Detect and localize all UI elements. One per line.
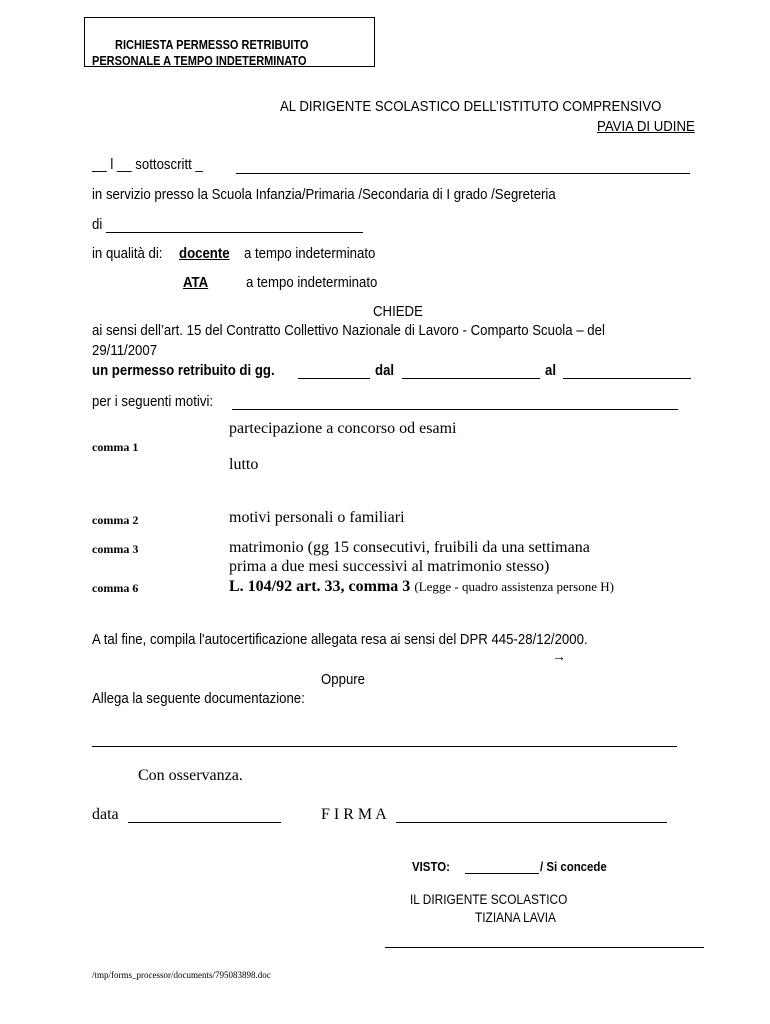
school-field[interactable] bbox=[106, 232, 363, 233]
form-title-line2: PERSONALE A TEMPO INDETERMINATO bbox=[92, 54, 307, 68]
dirigente-title: IL DIRIGENTE SCOLASTICO bbox=[410, 892, 568, 907]
comma2-option[interactable]: motivi personali o familiari bbox=[229, 509, 405, 526]
dal-label: dal bbox=[375, 362, 395, 379]
request-prefix: un permesso retribuito di gg. bbox=[92, 362, 275, 379]
oppure-text: Oppure bbox=[321, 671, 366, 688]
ata-suffix: a tempo indeterminato bbox=[246, 274, 378, 291]
role-label: in qualità di: bbox=[92, 245, 163, 262]
closing-text: Con osservanza. bbox=[138, 767, 243, 784]
signatory-name-field[interactable] bbox=[236, 173, 690, 174]
signatory-prefix: __ l __ sottoscritt _ bbox=[92, 156, 203, 173]
file-path: /tmp/forms_processor/documents/795083898.doc bbox=[92, 970, 271, 980]
data-label: data bbox=[92, 806, 119, 823]
visto-field[interactable] bbox=[465, 873, 539, 874]
date-to-field[interactable] bbox=[563, 378, 691, 379]
al-label: al bbox=[545, 362, 557, 379]
ata-option[interactable]: ATA bbox=[183, 274, 209, 291]
docente-option[interactable]: docente bbox=[179, 245, 230, 262]
legal-text-line2: 29/11/2007 bbox=[92, 342, 158, 359]
visto-suffix: / Si concede bbox=[540, 859, 607, 874]
service-text: in servizio presso la Scuola Infanzia/Primaria /Secondaria di I grado /Segreteria bbox=[92, 186, 556, 203]
dirigente-name: TIZIANA LAVIA bbox=[475, 910, 556, 925]
chiede-heading: CHIEDE bbox=[373, 303, 423, 320]
date-from-field[interactable] bbox=[402, 378, 540, 379]
legal-text-line1: ai sensi dell’art. 15 del Contratto Collettivo Nazionale di Lavoro - Comparto Scuola – del bbox=[92, 322, 605, 339]
motives-label: per i seguenti motivi: bbox=[92, 393, 214, 410]
allega-text: Allega la seguente documentazione: bbox=[92, 690, 305, 707]
comma1-option-concorso[interactable]: partecipazione a concorso od esami bbox=[229, 420, 457, 437]
school-di-label: di bbox=[92, 216, 103, 233]
comma1-label: comma 1 bbox=[92, 440, 139, 454]
comma3-option-line2: prima a due mesi successivi al matrimonio stesso) bbox=[229, 558, 550, 575]
comma6-label: comma 6 bbox=[92, 581, 139, 595]
docente-suffix: a tempo indeterminato bbox=[244, 245, 376, 262]
signature-field[interactable] bbox=[396, 822, 667, 823]
dirigente-signature-field[interactable] bbox=[385, 947, 704, 948]
comma6-law-reference: L. 104/92 art. 33, comma 3 bbox=[229, 578, 411, 595]
recipient-line1: AL DIRIGENTE SCOLASTICO DELL’ISTITUTO COMPRENSIVO bbox=[280, 98, 662, 115]
comma2-label: comma 2 bbox=[92, 513, 139, 527]
comma6-law-note: (Legge - quadro assistenza persone H) bbox=[414, 579, 614, 594]
autocert-text: A tal fine, compila l'autocertificazione allegata resa ai sensi del DPR 445-28/12/2000. bbox=[92, 631, 588, 648]
recipient-line2: PAVIA DI UDINE bbox=[597, 118, 695, 135]
comma3-option-line1[interactable]: matrimonio (gg 15 consecutivi, fruibili da una settimana bbox=[229, 539, 590, 556]
documentation-field[interactable] bbox=[92, 746, 677, 747]
date-signature-field[interactable] bbox=[128, 822, 281, 823]
comma6-option[interactable] bbox=[229, 578, 614, 596]
arrow-icon: → bbox=[552, 650, 566, 665]
comma1-option-lutto[interactable]: lutto bbox=[229, 456, 259, 473]
visto-label: VISTO: bbox=[412, 859, 450, 874]
firma-label: F I R M A bbox=[321, 806, 387, 823]
comma3-label: comma 3 bbox=[92, 542, 139, 556]
days-field[interactable] bbox=[298, 378, 370, 379]
form-title-box bbox=[84, 17, 375, 67]
motives-field[interactable] bbox=[232, 409, 678, 410]
form-title-line1: RICHIESTA PERMESSO RETRIBUITO bbox=[115, 38, 309, 52]
